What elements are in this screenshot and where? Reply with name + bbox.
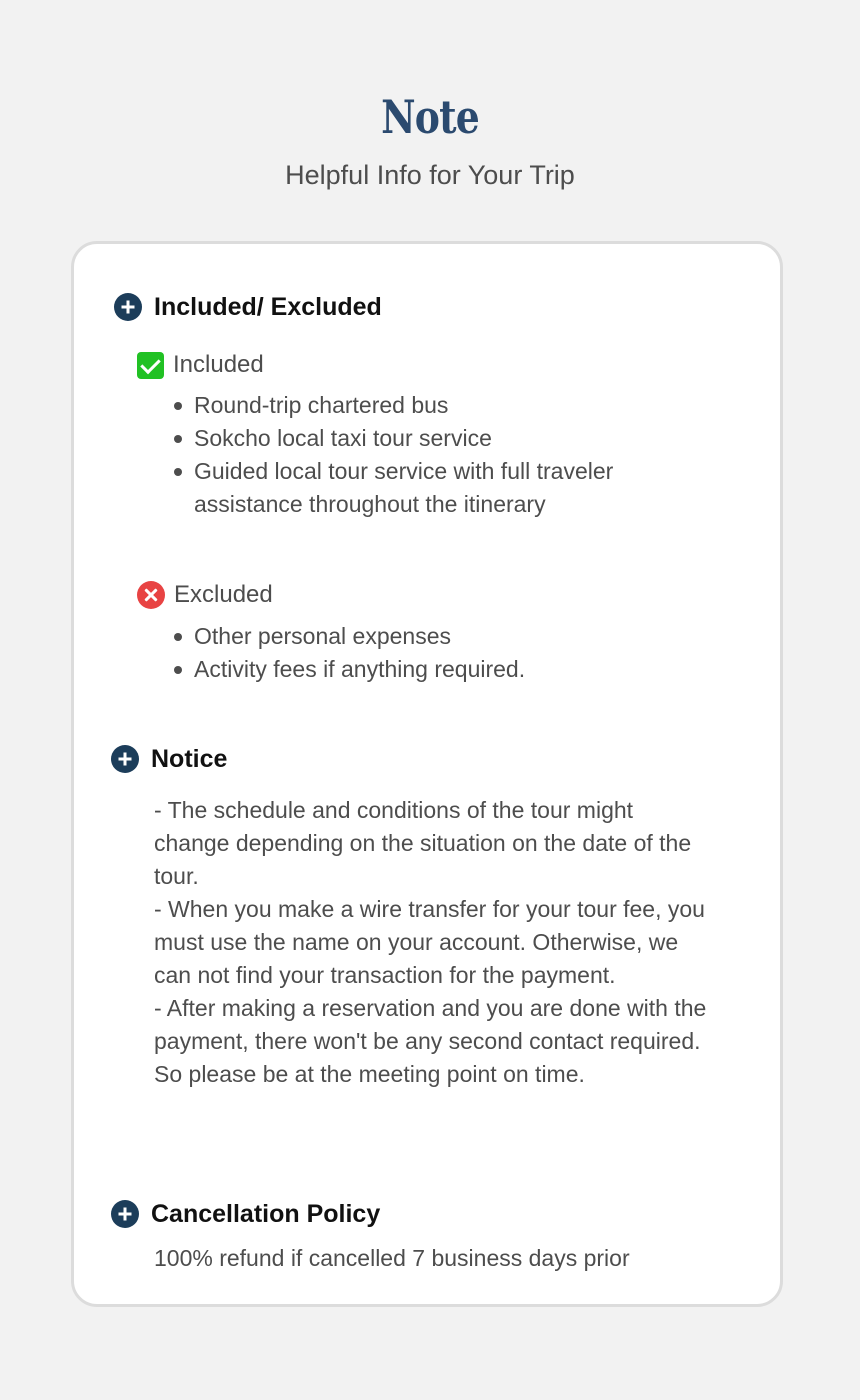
list-item: Other personal expenses [172,620,692,653]
included-list [172,389,672,521]
list-item: Activity fees if anything required. [172,653,692,686]
excluded-header [137,580,273,610]
excluded-label: Excluded [174,581,273,608]
cancellation-policy-text: 100% refund if cancelled 7 business days prior [154,1245,630,1271]
notice-paragraph: - After making a reservation and you are done with the payment, there won't be any second contact required. So please be at the meeting point on time. [154,995,707,1087]
section-title: Cancellation Policy [151,1200,381,1228]
list-item: Guided local tour service with full traveler assistance throughout the itinerary [172,455,672,521]
list-item: Round-trip chartered bus [172,389,672,422]
checkbox-checked-icon [137,352,164,379]
notice-body [154,794,714,1091]
list-item: Sokcho local taxi tour service [172,422,672,455]
page-subtitle: Helpful Info for Your Trip [285,160,575,190]
section-cancellation-header[interactable] [111,1198,380,1230]
section-title: Included/ Excluded [154,293,382,321]
plus-circle-icon [114,293,142,321]
section-title: Notice [151,745,228,773]
section-notice-header[interactable] [111,743,227,775]
x-circle-icon [137,581,165,609]
page-title: Note [381,90,479,144]
notice-paragraph: - The schedule and conditions of the tour might change depending on the situation on the date of the tour. [154,797,692,889]
notice-paragraph: - When you make a wire transfer for your tour fee, you must use the name on your account. Otherwise, we can not find your transaction for the payment. [154,896,705,988]
included-header [137,350,264,380]
info-card [71,241,783,1307]
plus-circle-icon [111,1200,139,1228]
plus-circle-icon [111,745,139,773]
excluded-list [172,620,692,686]
section-included-excluded-header[interactable] [114,291,382,323]
included-label: Included [173,351,264,378]
